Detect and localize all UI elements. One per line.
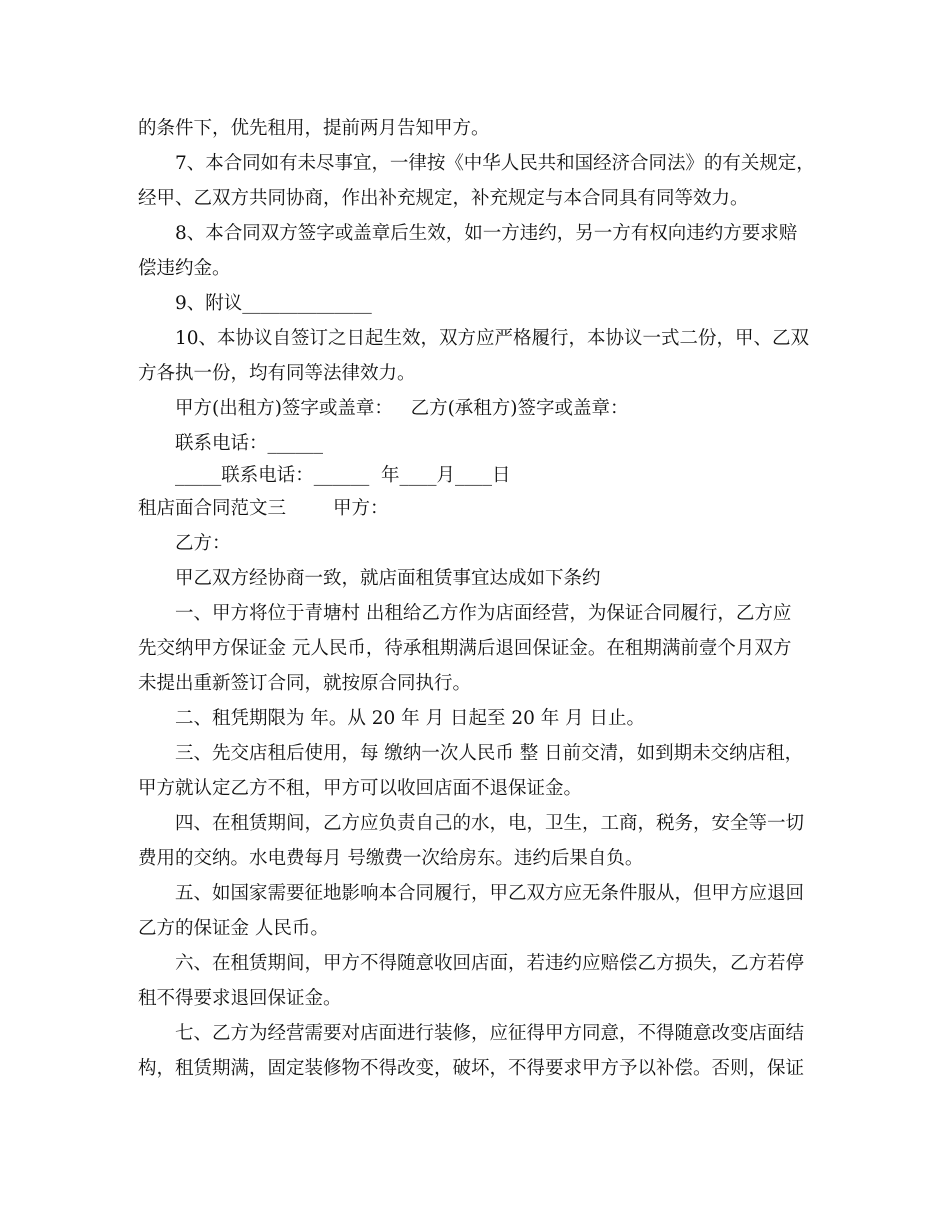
text-line: 六、在租赁期间，甲方不得随意收回店面，若违约应赔偿乙方损失，乙方若停 xyxy=(175,953,805,974)
text-line: 甲方就认定乙方不租，甲方可以收回店面不退保证金。 xyxy=(138,778,583,799)
text-line: 租不得要求退回保证金。 xyxy=(138,988,342,1009)
text-line: 甲方(出租方)签字或盖章： 乙方(承租方)签字或盖章： xyxy=(175,398,629,419)
text-line: _____联系电话：______ 年____月____日 xyxy=(175,465,511,486)
text-line: 三、先交店租后使用，每 缴纳一次人民币 整 日前交清，如到期未交纳店租， xyxy=(175,743,804,764)
text-line: 7、本合同如有未尽事宜，一律按《中华人民共和国经济合同法》的有关规定， xyxy=(175,153,815,174)
text-line: 二、租凭期限为 年。从 20 年 月 日起至 20 年 月 日止。 xyxy=(175,708,646,729)
text-line: 8、本合同双方签字或盖章后生效，如一方违约，另一方有权向违约方要求赔 xyxy=(175,223,798,244)
text-line: 五、如国家需要征地影响本合同履行，甲乙双方应无条件服从，但甲方应退回 xyxy=(175,883,805,904)
text-line: 七、乙方为经营需要对店面进行装修，应征得甲方同意，不得随意改变店面结 xyxy=(175,1023,805,1044)
text-line: 乙方： xyxy=(175,533,231,554)
text-line: 构，租赁期满，固定装修物不得改变，破坏，不得要求甲方予以补偿。否则，保证 xyxy=(138,1058,805,1079)
text-line: 甲乙双方经协商一致，就店面租赁事宜达成如下条约 xyxy=(175,568,601,589)
text-line: 9、附议______________ xyxy=(175,293,372,314)
text-line: 偿违约金。 xyxy=(138,258,231,279)
text-line: 乙方的保证金 人民币。 xyxy=(138,918,329,939)
text-line: 的条件下，优先租用，提前两月告知甲方。 xyxy=(138,118,490,139)
text-line: 租店面合同范文三 甲方： xyxy=(138,498,389,519)
text-line: 先交纳甲方保证金 元人民币，待承租期满后退回保证金。在租期满前壹个月双方 xyxy=(138,638,792,659)
text-line: 四、在租赁期间，乙方应负责自己的水，电，卫生，工商，税务，安全等一切 xyxy=(175,813,805,834)
text-line: 10、本协议自签订之日起生效，双方应严格履行，本协议一式二份，甲、乙双 xyxy=(175,328,810,349)
text-line: 未提出重新签订合同，就按原合同执行。 xyxy=(138,673,472,694)
text-line: 方各执一份，均有同等法律效力。 xyxy=(138,363,416,384)
text-line: 联系电话：______ xyxy=(175,433,324,454)
text-line: 经甲、乙双方共同协商，作出补充规定，补充规定与本合同具有同等效力。 xyxy=(138,188,749,209)
text-line: 一、甲方将位于青塘村 出租给乙方作为店面经营，为保证合同履行，乙方应 xyxy=(175,603,792,624)
text-line: 费用的交纳。水电费每月 号缴费一次给房东。违约后果自负。 xyxy=(138,848,644,869)
